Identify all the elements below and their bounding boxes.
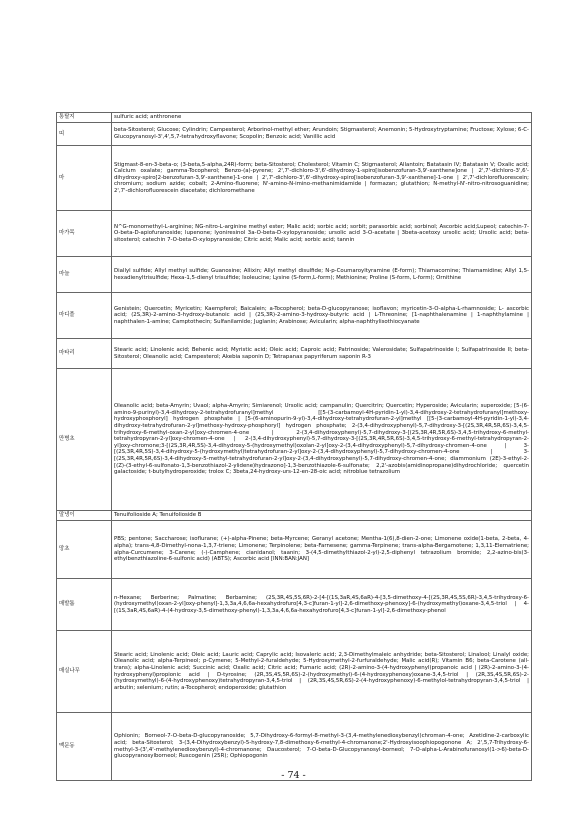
compound-list-cell: Diallyl sulfide; Allyl methyl sulfide; Guanosine; Allixin; Allyl methyl disulfide; N-p-Coumaroyltyramine (E-form); Thiamacornine; Thiamamidine; Allyl 1,5-hexadienyltrisulfide; Hexa-1,5-dienyl trisulfide; Isoleucine; Lysine (S-form,L-form); Methionine; Proline (S-form, L-form); Ornithine bbox=[112, 257, 532, 293]
plant-name-cell: 맥문동 bbox=[57, 713, 112, 781]
compound-list-cell: PBS; pentone; Saccharose; isoflurane; (+)-alpha-Pinene; beta-Myrcene; Geranyl acetone; Mentha-1(6),8-dien-2-one; Limonene oxide(1-beta, 2-beta, 4-alpha); trans-4,8-Dimethyl-nona-1,3,7-triene; Limonene; Terpinolene; beta-Farnesene; gamma-Terpinene; trans-alpha-Bergamotene; 1,3,11-Elematriene; alpha-Curcumene; 3-Carene; (-)-Camphene; cianidanol; taanin; 3-(4,5-dimethylthiazol-2-yl)-2,5-diphenyl tetrazolium bromide; 2,2-azino-bis(3-ethylbenzthiazoline-6-sulfonic acid) (ABTS); Ascorbic acid [INN:BAN:JAN] bbox=[112, 521, 532, 579]
page-number: - 74 - bbox=[281, 770, 306, 781]
plant-name-cell: 띠 bbox=[57, 123, 112, 146]
table-row bbox=[57, 511, 532, 521]
table-row bbox=[57, 123, 532, 146]
table-row bbox=[57, 211, 532, 257]
plant-name-cell: 마늘 bbox=[57, 257, 112, 293]
compound-list-cell: Tenuifolioside A; Tenuifolioside B bbox=[112, 511, 532, 521]
plant-name-cell: 만병초 bbox=[57, 369, 112, 511]
table-row bbox=[57, 631, 532, 713]
compound-table bbox=[56, 112, 532, 781]
table-row bbox=[57, 257, 532, 293]
plant-name-cell: 망초 bbox=[57, 521, 112, 579]
compound-list-cell: Stigmast-8-en-3-beta-o; (3-beta,5-alpha,24R)-form; beta-Sitosterol; Cholesterol; Vitamin C; Stigmasterol; Allantoin; Batatasin IV; Batatasin V; Oxalic acid; Calcium oxalate; gamma-Tocopherol; Benzo-(a)-pyrene; 2',7'-dichloro-3',6'-dihydroxy-1-spiro[isobenzofuran-3,9'-xanthene]one | 2',7'-dichloro-3',6'-dihydroxy-spiro[2-benzofuran-3,9'-xanthene]-1-one | 2',7'-dichloro-3',6'-dihydroxy-spiro[isobenzofuran-3,9'-xanthene]-1-one | 2',7'-dichlorofluorescein; chromium; sodium azide; cobalt; 2-Amino-fluorene; N'-amino-N-imino-methanimidamide | formazan; glutathion; N-methyl-N'-nitro-nitrosoguanidine; 2',7'-dichlorofluorescein diacetate; dichloromethane bbox=[112, 146, 532, 211]
table-row bbox=[57, 369, 532, 511]
table-row bbox=[57, 579, 532, 631]
table-row bbox=[57, 146, 532, 211]
compound-list-cell: Ophionin; Borneol-7-O-beta-D-glucopyranoside; 5,7-Dihydroxy-6-formyl-8-methyl-3-(3,4-methylenedioxybenzyl)chroman-4-one; Azetidine-2-carboxylic acid; beta-Sitosterol; 3-(3,4-Dihydroxybenzyl)-5-hydroxy-7,8-dimethoxy-6-methyl-4-chromanone;2'-Hydroxyisoophiopogonone A; 2',5,7-Trihydroxy-6-methyl-3-(3',4'-methylenedioxybenzyl)-4-chromanone; Daucosterol; 7-O-beta-D-Glucopyranosyl-borneol; 7-O-alpha-L-Arabinofuranosyl(1->6)-beta-D-glucopyranosylborneol; Ruscogenin (25R); Ophiopogonin bbox=[112, 713, 532, 781]
compound-list-cell: sulfuric acid; anthronene bbox=[112, 113, 532, 123]
plant-name-cell: 마가목 bbox=[57, 211, 112, 257]
plant-name-cell: 매발톱 bbox=[57, 579, 112, 631]
plant-name-cell: 마 bbox=[57, 146, 112, 211]
plant-name-cell: 통탈지 bbox=[57, 113, 112, 123]
plant-name-cell: 말냉이 bbox=[57, 511, 112, 521]
plant-name-cell: 매실나무 bbox=[57, 631, 112, 713]
compound-list-cell: Stearic acid; Linolenic acid; Oleic acid; Lauric acid; Caprylic acid; Isovaleric acid; 2,3-Dimethylmaleic anhydride; beta-Sitosterol; Linalool; Linalyl oxide; Oleanolic acid; alpha-Terpineol; p-Cymene; 5-Methyl-2-furaldehyde; 5-Hydroxymethyl-2-furfuraldehyde; Malic acid(R); Vitamin B6; beta-Carotene (all-trans); alpha-Linolenic acid; Succinic acid; Oxalic acid; Citric acid; Fumaric acid; (2R)-2-amino-3-(4-hydroxyphenyl)propanoic acid | (2R)-2-amino-3-(4-hydroxyphenyl)propionic acid | D-tyrosine; (2R,3S,4S,5R,6S)-2-(hydroxymethyl)-6-(4-hydroxyphenoxy)oxane-3,4,5-triol | (2R,3S,4S,5R,6S)-2-(hydroxymethyl)-6-(4-hydroxyphenoxy)tetrahydropyran-3,4,5-triol | (2R,3S,4S,5R,6S)-2-(4-hydroxyphenoxy)-6-methylol-tetrahydropyran-3,4,5-triol | arbutin; selenium; rutin; a-Tocopherol; endoperoxide; glutathion bbox=[112, 631, 532, 713]
table-row bbox=[57, 293, 532, 339]
compound-list-cell: N^G-monomethyl-L-arginine; NG-nitro-L-arginine methyl ester; Malic acid; sorbic acid; sorbit; parasorbic acid; sorbinol; Ascorbic acid;Lupeol; catechin-7-O-beta-D-apiofuranoside; lupenone; lyoniresinol 3a-O-beta-D-xylopyranoside; ursolic acid 3-O-acetate | 3beta-acetoxy ursolic acid; Ursolic acid; beta- sitosterol; catechin 7-O-beta-D-xylopyranoside; Citric acid; Malic acid; sorbic acid; tannin bbox=[112, 211, 532, 257]
compound-list-cell: n-Hexane; Berberine; Palmatine; Berbamine; (2S,3R,4S,5S,6R)-2-[4-[(1S,3aR,4S,6aR)-4-[3,5-dimethoxy-4-[(2S,3R,4S,5S,6R)-3,4,5-trihydroxy-6-(hydroxymethyl)oxan-2-yl]oxy-phenyl]-1,3,3a,4,6,6a-hexahydrofuro[4,3-c]furan-1-yl]-2,6-dimethoxy-phenoxy]-6-(hydroxymethyl)oxane-3,4,5-triol | 4-[(1S,3aR,4S,6aR)-4-(4-hydroxy-3,5-dimethoxy-phenyl)-1,3,3a,4,6,6a-hexahydrofuro[4,3-c]furan-1-yl]-2,6-dimethoxy-phenol bbox=[112, 579, 532, 631]
compound-list-cell: Genistein; Quercetin; Myricetin; Kaempferol; Baicalein; a-Tocopherol; beta-D-glucopyranose; isoflavon; myricetin-3-O-alpha-L-rhamnoside; L- ascorbic acid; (2S,3R)-2-amino-3-hydroxy-butanoic acid | (2S,3R)-2-amino-3-hydroxy-butyric acid | L-Threonine; [1-naphthalenamine | 1-naphthylamine | naphthalen-1-amine; Camptothecin; Sulfanilamide; Juglanin; Arabinose; Avicularin; alpha-naphthylisothiocyanate bbox=[112, 293, 532, 339]
plant-name-cell: 마디풀 bbox=[57, 293, 112, 339]
compound-list-cell: Stearic acid; Linolenic acid; Behenic acid; Myristic acid; Oleic acid; Caproic acid; Patrinoside; Valerosidate; Sulfapatrinoside I; Sulfapatrinoside II; beta-Sitosterol; Oleanolic acid; Campesterol; Akebia saponin D; Tetrapanax papyriferum saponin R-3 bbox=[112, 339, 532, 369]
table-row bbox=[57, 521, 532, 579]
table-row bbox=[57, 339, 532, 369]
table-row bbox=[57, 113, 532, 123]
plant-name-cell: 마타리 bbox=[57, 339, 112, 369]
compound-list-cell: Oleanolic acid; beta-Amyrin; Uvaol; alpha-Amyrin; Simiarenol; Ursolic acid; campanulin; Quercitrin; Quercetin; Hyperoside; Avicularin; superoxide; [5-(6-amino-9-purinyl)-3,4-dihydroxy-2-tetrahydrofuranyl]methyl [[5-(3-carbamoyl-4H-pyridin-1-yl)-3,4-dihydroxy-2-tetrahydrofuranyl]methoxy-hydroxyphosphoryl] hydrogen phosphate | [5-(6-aminopurin-9-yl)-3,4-dihydroxy-tetrahydrofuran-2-yl]methyl [[5-(3-carbamoyl-4H-pyridin-1-yl)-3,4-dihydroxy-tetrahydrofuran-2-yl]methoxy-hydroxy-phosphoryl] hydrogen phosphate; 2-(3,4-dihydroxyphenyl)-5,7-dihydroxy-3-[(2S,3R,4R,5R,6S)-3,4,5-trihydroxy-6-methyl-oxan-2-yl]oxy-chromen-4-one | 2-(3,4-dihydroxyphenyl)-5,7-dihydroxy-3-[(2S,3R,4R,5R,6S)-3,4,5-trihydroxy-6-methyl-tetrahydropyran-2-yl]oxy-chromen-4-one | 2-(3,4-dihydroxyphenyl)-5,7-dihydroxy-3-[(2S,3R,4R,5R,6S)-3,4,5-trihydroxy-6-methyl-tetrahydropyran-2-yl]oxy-chromone;3-[(2S,3R,4R,5S)-3,4-dihydroxy-5-(hydroxymethyl)oxolan-2-yl]oxy-2-(3,4-dihydroxyphenyl)-5,7-dihydroxy-chromen-4-one | 3-[(2S,3R,4R,5S)-3,4-dihydroxy-5-(hydroxymethyl)tetrahydrofuran-2-yl]oxy-2-(3,4-dihydroxyphenyl)-5,7-dihydroxy-chromen-4-one | 3-[(2S,3R,4R,5R,6S)-3,4-dihydroxy-5-methyl-tetrahydrofuran-2-yl]oxy-2-(3,4-dihydroxyphenyl)-5,7-dihydroxy-chromen-4-one; diammonium (2E)-3-ethyl-2-[(Z)-(3-ethyl-6-sulfonato-1,3-benzothiazol-2-ylidene)hydrazono]-1,3-benzothiazole-6-sulfonate; 2,2'-azobis(amidinopropane)dihydrochloride; quercetin galactoside; t-butylhydroperoxide; trolox C; 3beta,24-hydroxy-urs-12-en-28-oic acid; nitroblue tetrazolium bbox=[112, 369, 532, 511]
compound-list-cell: beta-Sitosterol; Glucose; Cylindrin; Campesterol; Arborinol-methyl ether; Arundoin; Stigmasterol; Anemonin; 5-Hydroxytryptamine; Fructose; Xylose; 6-C-Glucopyranosyl-3',4',5,7-tetrahydroxyflavone; Scopolin; Benzoic acid; Vanillic acid bbox=[112, 123, 532, 146]
